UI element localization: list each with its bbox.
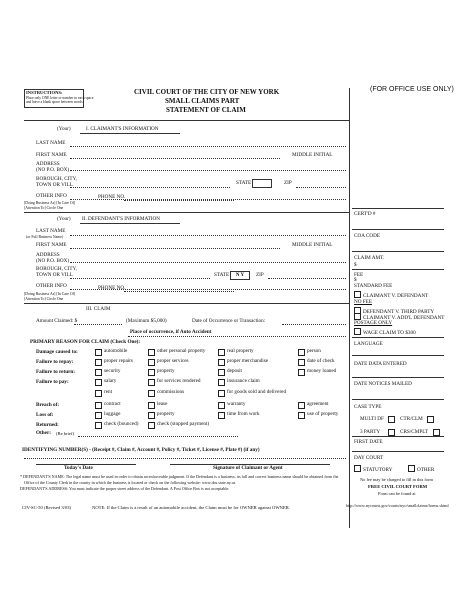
reason-item-proper-services: proper services bbox=[157, 358, 189, 364]
statutory-label: STATUTORY bbox=[363, 467, 393, 473]
reason-checkbox-luggage[interactable] bbox=[95, 412, 102, 419]
standard-fee-label: STANDARD FEE bbox=[354, 283, 393, 289]
claim-amt-label: CLAIM AMT. bbox=[354, 255, 385, 261]
claimant-no-po-label: (NO P.O. BOX) bbox=[36, 167, 70, 173]
todays-date-label: Today's Date bbox=[64, 465, 93, 471]
form-number: CIV-SC-50 (Revised 3/03) bbox=[22, 505, 72, 510]
date-entered-label: DATE DATA ENTERED bbox=[354, 361, 407, 367]
identifying-numbers-field[interactable] bbox=[24, 458, 346, 459]
claimant-zip-field[interactable] bbox=[296, 187, 346, 188]
defendant-title-rule bbox=[80, 223, 180, 224]
signature-label: Signature of Claimant or Agent bbox=[213, 465, 283, 471]
defendant-city-field[interactable] bbox=[70, 278, 210, 279]
claim-amt-dollar: $ bbox=[354, 262, 357, 268]
reason-checkbox-services-rendered[interactable] bbox=[148, 379, 155, 386]
claimant-middle-initial-label: MIDDLE INITIAL bbox=[292, 152, 333, 158]
notices-mailed-label: DATE NOTICES MAILED bbox=[354, 381, 412, 387]
form-online-label: Form can be found at bbox=[378, 491, 416, 496]
fee-option-claimant-checkbox[interactable] bbox=[354, 291, 361, 298]
reason-checkbox-rent[interactable] bbox=[95, 390, 102, 397]
reason-checkbox-use-of-property[interactable] bbox=[298, 412, 305, 419]
no-fee-note: No fee may be charged to fill in this form bbox=[360, 477, 433, 482]
reason-item-deposit: deposit bbox=[227, 368, 242, 374]
claimant-first-name-label: FIRST NAME bbox=[36, 152, 67, 158]
defendant-last-name-label: LAST NAME bbox=[36, 228, 66, 234]
top-rule bbox=[24, 120, 349, 121]
claimant-address-label: ADDRESS bbox=[36, 161, 60, 167]
date-occurrence-label: Date of Occurrence or Transaction: bbox=[192, 318, 266, 324]
sidebar-rule-language bbox=[352, 337, 444, 338]
reason-checkbox-commissions[interactable] bbox=[148, 390, 155, 397]
maximum-label: (Maximum $5,000) bbox=[126, 318, 167, 324]
defendant-zip-label: ZIP bbox=[256, 272, 264, 278]
free-form-label: FREE CIVIL COURT FORM bbox=[368, 484, 428, 489]
reason-item-insurance-claim: insurance claim bbox=[227, 378, 260, 384]
defendant-section-title: II. DEFENDANT'S INFORMATION bbox=[82, 216, 161, 222]
sidebar-rule-first-date bbox=[352, 436, 444, 437]
case-crs-checkbox[interactable] bbox=[433, 429, 440, 436]
fee-option-no-fee: NO FEE bbox=[354, 299, 373, 305]
instructions-title: INSTRUCTIONS: bbox=[26, 90, 63, 95]
defendant-address-field[interactable] bbox=[70, 262, 346, 263]
fee-option-wage-claim-label: WAGE CLAIM TO $300 bbox=[363, 330, 416, 336]
first-date-label: FIRST DATE bbox=[354, 439, 383, 445]
claimant-last-name-field[interactable] bbox=[70, 146, 346, 147]
reason-label-3: Failure to pay: bbox=[36, 379, 69, 385]
reason-item-money-loaned: money loaned bbox=[307, 368, 337, 374]
reason-checkbox-money-loaned[interactable] bbox=[298, 369, 305, 376]
claimant-dba-note: [Doing Business As] [In Care Of] bbox=[24, 201, 76, 205]
reason-checkbox-time-from-work[interactable] bbox=[218, 412, 225, 419]
section-rule-2 bbox=[24, 303, 349, 304]
reason-item-check-stopped: check (stopped payment) bbox=[157, 421, 210, 427]
case-crs-label: CRS/CMPLT bbox=[400, 429, 429, 435]
reason-other-hint: (Be brief) bbox=[56, 431, 74, 436]
reason-checkbox-check-stopped[interactable] bbox=[148, 422, 155, 429]
claimant-phone-field[interactable] bbox=[124, 200, 234, 201]
case-ctr-label: CTR/CLM bbox=[400, 416, 423, 422]
reason-item-contract: contract bbox=[104, 401, 121, 407]
sidebar-rule-day-court bbox=[352, 451, 444, 452]
reason-checkbox-automobile[interactable] bbox=[95, 349, 102, 356]
language-label: LANGUAGE bbox=[354, 341, 383, 347]
reason-checkbox-property[interactable] bbox=[148, 369, 155, 376]
fee-label: FEE bbox=[354, 272, 364, 278]
reason-checkbox-warranty[interactable] bbox=[218, 402, 225, 409]
claim-section-title: III. CLAIM bbox=[86, 306, 111, 312]
instructions-line2: and leave a blank space between words bbox=[26, 100, 83, 104]
defendant-state-label: STATE bbox=[214, 272, 230, 278]
automobile-note: NOTE: If the Claim is a result of an automobile accident, the Claim must be for OWNER against OWNER. bbox=[92, 505, 290, 510]
defendant-borough-label1: BOROUGH, CITY, bbox=[36, 266, 77, 272]
reason-other-field[interactable] bbox=[78, 436, 238, 437]
claimant-address-field[interactable] bbox=[70, 170, 346, 171]
day-court-label: DAY COURT bbox=[354, 455, 384, 461]
defendant-state-field[interactable] bbox=[230, 271, 250, 280]
fee-option-postage-only: POSTAGE ONLY bbox=[354, 320, 393, 326]
reason-label-2: Failure to return: bbox=[36, 369, 75, 375]
defendant-borough-label2: TOWN OR VILL bbox=[36, 272, 73, 278]
reason-label-0: Damage caused to: bbox=[36, 349, 78, 355]
fee-option-claimant[interactable] bbox=[354, 291, 428, 299]
defendant-your: (Your) bbox=[57, 216, 71, 222]
reason-item-date-of-check: date of check bbox=[307, 358, 335, 364]
reason-item-real-property: real property bbox=[227, 348, 254, 354]
other-option[interactable] bbox=[408, 465, 434, 473]
defendant-other-info-label: OTHER INFO bbox=[36, 283, 67, 289]
claimant-city-field[interactable] bbox=[70, 187, 230, 188]
reason-item-salary: salary bbox=[104, 378, 117, 384]
claimant-state-label: STATE bbox=[236, 180, 252, 186]
reason-checkbox-real-property[interactable] bbox=[218, 349, 225, 356]
defendant-first-name-field[interactable] bbox=[70, 248, 280, 249]
defendant-attention-note: [Attention To] Circle One bbox=[24, 297, 64, 301]
sidebar-rule-entered bbox=[352, 355, 444, 356]
claimant-last-name-label: LAST NAME bbox=[36, 140, 66, 146]
fee-option-addl-defendant-label: CLAIMANT V. ADD'L DEFENDANT bbox=[363, 315, 445, 321]
reason-item-goods-sold: for goods sold and delivered bbox=[227, 389, 287, 395]
defendant-phone-label: PHONE NO. bbox=[98, 285, 126, 291]
reason-item-proper-merchandise: proper merchandise bbox=[227, 358, 269, 364]
fee-option-addl-defendant-checkbox[interactable] bbox=[354, 313, 361, 320]
claimant-phone-label: PHONE NO. bbox=[98, 194, 126, 200]
reason-checkbox-person[interactable] bbox=[298, 349, 305, 356]
identifying-numbers-label: IDENTIFYING NUMBER(S) - (Receipt #, Claim #, Account #, Policy #, Ticket #, License #, Plate #) (if any) bbox=[22, 447, 260, 453]
reason-item-security: security bbox=[104, 368, 121, 374]
court-title: CIVIL COURT OF THE CITY OF NEW YORK bbox=[134, 88, 280, 96]
reason-checkbox-property-loss[interactable] bbox=[148, 412, 155, 419]
reason-checkbox-goods-sold[interactable] bbox=[218, 390, 225, 397]
section-rule-1 bbox=[24, 212, 349, 213]
claimant-borough-label2: TOWN OR VILL bbox=[36, 182, 73, 188]
reason-label-8: Other: bbox=[36, 430, 51, 436]
amount-claimed-field[interactable] bbox=[74, 324, 122, 325]
defendant-last-name-field[interactable] bbox=[70, 235, 346, 236]
footnote-line3: DEFENDANT'S ADDRESS: You must indicate the proper street address of the Defendant. A Post Office Box is not acceptable. bbox=[20, 486, 230, 491]
place-occurrence-label: Place of occurrence, if Auto Accident bbox=[130, 329, 212, 335]
sidebar-rule-claim bbox=[352, 251, 444, 252]
reason-checkbox-contract[interactable] bbox=[95, 402, 102, 409]
document-title: STATEMENT OF CLAIM bbox=[166, 106, 246, 114]
fee-option-third-party-label: DEFENDANT V. THIRD PARTY bbox=[363, 309, 435, 315]
reason-item-property: property bbox=[157, 368, 175, 374]
claimant-first-name-field[interactable] bbox=[70, 158, 280, 159]
defendant-state-value: N Y bbox=[235, 273, 245, 278]
case-third-party-checkbox[interactable] bbox=[388, 429, 395, 436]
statutory-checkbox[interactable] bbox=[354, 465, 361, 472]
reason-checkbox-other-personal-property[interactable] bbox=[148, 349, 155, 356]
reason-checkbox-lease[interactable] bbox=[148, 402, 155, 409]
defendant-zip-field[interactable] bbox=[268, 278, 346, 279]
other-label: OTHER bbox=[417, 467, 435, 473]
fee-option-claimant-label: CLAIMANT V. DEFENDANT bbox=[363, 293, 429, 299]
defendant-phone-field[interactable] bbox=[124, 291, 234, 292]
footnote-line1: * DEFENDANT'S NAME: The legal name must be used in order to obtain an enforceable judgment. If the Defendant is a business, its full and correct business name should be obtained from the bbox=[20, 474, 339, 479]
sidebar-rule-fee bbox=[352, 269, 444, 270]
reason-label-6: Loss of: bbox=[36, 412, 54, 418]
fee-dollar: $ bbox=[354, 277, 357, 283]
statutory-option[interactable] bbox=[354, 465, 392, 473]
reason-label-1: Failure to repay: bbox=[36, 359, 74, 365]
part-title: SMALL CLAIMS PART bbox=[165, 97, 240, 105]
reason-item-automobile: automobile bbox=[104, 348, 128, 354]
sidebar-divider bbox=[349, 88, 350, 528]
reason-label-7: Returned: bbox=[36, 422, 59, 428]
reason-item-proper-repairs: proper repairs bbox=[104, 358, 133, 364]
claimant-title-rule bbox=[80, 133, 180, 134]
date-occurrence-field[interactable] bbox=[282, 324, 346, 325]
defendant-middle-initial-label: MIDDLE INITIAL bbox=[292, 242, 333, 248]
reason-item-rent: rent bbox=[104, 389, 113, 395]
claimant-state-field[interactable] bbox=[252, 179, 272, 188]
defendant-address-label: ADDRESS bbox=[36, 252, 60, 258]
reason-checkbox-proper-services[interactable] bbox=[148, 359, 155, 366]
sidebar-rule-cert bbox=[352, 208, 444, 209]
defendant-dba-note: [Doing Business As] [In Care Of] bbox=[24, 292, 76, 296]
coa-code-label: COA CODE bbox=[354, 233, 381, 239]
case-multi-df-label: MULTI DF bbox=[360, 416, 384, 422]
defendant-first-name-label: FIRST NAME bbox=[36, 242, 67, 248]
fee-option-wage-claim[interactable] bbox=[354, 328, 416, 336]
footnote-line2: Office of the County Clerk in the county in which the business is located or check on the following website: www.dos.state.ny.us bbox=[24, 480, 236, 485]
forms-url-link[interactable]: http://www.nycourts.gov/courts/nyc/smallclaims/forms.shtml bbox=[346, 503, 449, 508]
reason-checkbox-agreement[interactable] bbox=[298, 402, 305, 409]
claimant-section-title: I. CLAIMANT'S INFORMATION bbox=[86, 126, 159, 132]
amount-claimed-label: Amount Claimed: $ bbox=[36, 318, 78, 324]
reason-checkbox-salary[interactable] bbox=[95, 379, 102, 386]
case-third-party-label: 3 PARTY bbox=[360, 429, 381, 435]
reason-item-services-rendered: for services rendered bbox=[157, 378, 201, 384]
reason-checkbox-deposit[interactable] bbox=[218, 369, 225, 376]
sidebar-rule-mailed bbox=[352, 377, 444, 378]
sidebar-rule-case bbox=[352, 399, 444, 400]
claimant-attention-note: [Attention To] Circle One bbox=[24, 206, 64, 210]
office-use-label: (FOR OFFICE USE ONLY) bbox=[370, 86, 454, 93]
cert-label: CERT'D # bbox=[354, 211, 376, 217]
fee-option-wage-claim-checkbox[interactable] bbox=[354, 328, 361, 335]
reason-checkbox-check-bounced[interactable] bbox=[95, 422, 102, 429]
reason-label-5: Breach of: bbox=[36, 402, 60, 408]
reason-checkbox-proper-merchandise[interactable] bbox=[218, 359, 225, 366]
claimant-your: (Your) bbox=[57, 126, 71, 132]
reason-item-person: person bbox=[307, 348, 321, 354]
reason-item-lease: lease bbox=[157, 401, 168, 407]
reason-item-check-bounced: check (bounced) bbox=[104, 421, 139, 427]
defendant-full-name-note: (or Full Business Name) bbox=[26, 235, 64, 239]
reason-item-commissions: commissions bbox=[157, 389, 185, 395]
case-ctr-checkbox[interactable] bbox=[427, 416, 434, 423]
reason-item-use-of-property: use of property bbox=[307, 411, 339, 417]
sidebar-rule-coa bbox=[352, 229, 444, 230]
reason-item-property-loss: property bbox=[157, 411, 175, 417]
reason-item-agreement: agreement bbox=[307, 401, 329, 407]
claimant-zip-label: ZIP bbox=[284, 180, 292, 186]
reason-checkbox-date-of-check[interactable] bbox=[298, 359, 305, 366]
reason-checkbox-proper-repairs[interactable] bbox=[95, 359, 102, 366]
claimant-other-info-label: OTHER INFO bbox=[36, 193, 67, 199]
reason-item-other-personal-property: other personal property bbox=[157, 348, 206, 354]
case-type-label: CASE TYPE bbox=[354, 404, 382, 410]
reason-checkbox-security[interactable] bbox=[95, 369, 102, 376]
case-multi-df-checkbox[interactable] bbox=[388, 416, 395, 423]
primary-reason-heading: PRIMARY REASON FOR CLAIM (Check One): bbox=[30, 339, 141, 345]
place-occurrence-field[interactable] bbox=[128, 336, 346, 337]
reason-item-warranty: warranty bbox=[227, 401, 246, 407]
reason-item-luggage: luggage bbox=[104, 411, 121, 417]
other-checkbox[interactable] bbox=[408, 465, 415, 472]
defendant-no-po-label: (NO P.O. BOX) bbox=[36, 258, 70, 264]
claimant-borough-label1: BOROUGH, CITY, bbox=[36, 176, 77, 182]
instructions-line1: Place only ONE letter or number in each space bbox=[26, 96, 94, 100]
reason-item-time-from-work: time from work bbox=[227, 411, 260, 417]
reason-checkbox-insurance-claim[interactable] bbox=[218, 379, 225, 386]
